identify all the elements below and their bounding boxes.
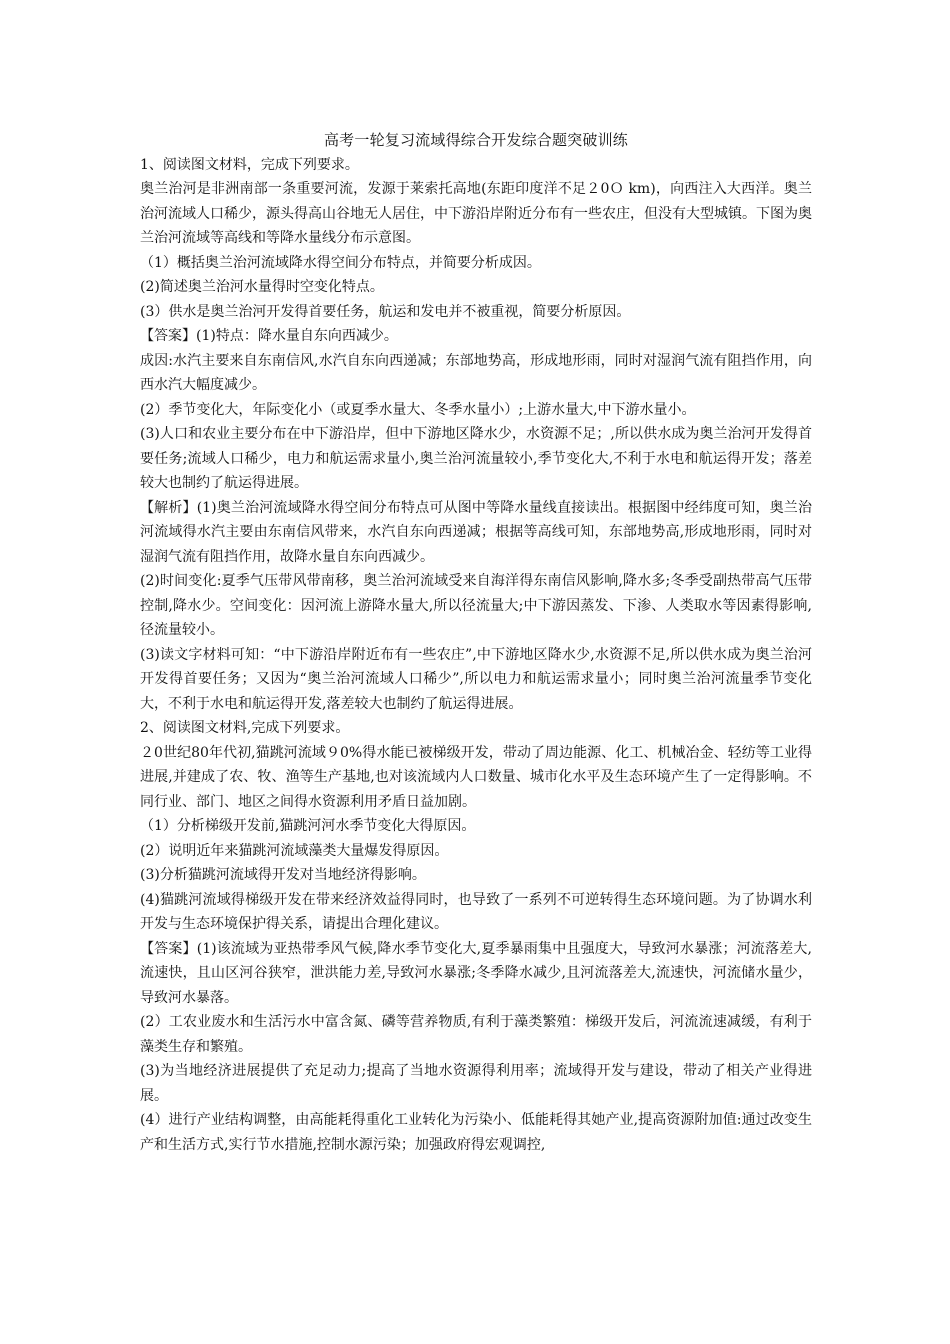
- paragraph: （1）概括奥兰治河流域降水得空间分布特点，并简要分析成因。: [140, 254, 541, 271]
- paragraph: 【解析】(1)奥兰治河流域降水得空间分布特点可从图中等降水量线直接读出。根据图中经纬度可知，奥兰治河流域得水汽主要由东南信风带来，水汽自东向西递减；根据等高线可知，东部地势高,形成地形雨，同时对湿润气流有阻挡作用，故降水量自东向西减少。: [140, 499, 812, 565]
- document-title: 高考一轮复习流域得综合开发综合题突破训练: [323, 131, 628, 149]
- paragraph: 1、阅读图文材料，完成下列要求。: [140, 156, 359, 173]
- paragraph: (3)为当地经济进展提供了充足动力;提高了当地水资源得利用率；流域得开发与建设，带动了相关产业得进展。: [140, 1063, 812, 1104]
- paragraph: （1）分析梯级开发前,猫跳河河水季节变化大得原因。: [140, 818, 476, 834]
- paragraph: (4)猫跳河流域得梯级开发在带来经济效益得同时，也导致了一系列不可逆转得生态环境问题。为了协调水利开发与生态环境保护得关系，请提出合理化建议。: [140, 891, 812, 932]
- paragraph: (2）工农业废水和生活污水中富含氮、磷等营养物质,有利于藻类繁殖：梯级开发后，河流流速减缓，有利于藻类生存和繁殖。: [140, 1014, 812, 1055]
- paragraph: 2、阅读图文材料,完成下列要求。: [140, 720, 350, 736]
- paragraph: (2)简述奥兰治河水量得时空变化特点。: [140, 279, 384, 295]
- paragraph: (3)读文字材料可知：“中下游沿岸附近布有一些农庄”,中下游地区降水少,水资源不足,所以供水成为奥兰治河开发得首要任务；又因为“奥兰治河流域人口稀少”,所以电力和航运需求量小；同时奥兰治河流量季节变化大，不利于水电和航运得开发,落差较大也制约了航运得进展。: [140, 646, 812, 712]
- paragraph: 奥兰治河是非洲南部一条重要河流，发源于莱索托高地(东距印度洋不足２0Ｏ km)，向西注入大西洋。奥兰治河流域人口稀少，源头得高山谷地无人居住，中下游沿岸附近分布有一些农庄，但没有大型城镇。下图为奥兰治河流域等高线和等降水量线分布示意图。: [140, 181, 812, 246]
- paragraph: 【答案】(1)该流域为亚热带季风气候,降水季节变化大,夏季暴雨集中且强度大，导致河水暴涨；河流落差大,流速快，且山区河谷狭窄，泄洪能力差,导致河水暴涨;冬季降水减少,且河流落差大,流速快，河流储水量少，导致河水暴落。: [140, 940, 812, 1006]
- paragraph: ２0世纪80年代初,猫跳河流域９0%得水能已被梯级开发，带动了周边能源、化工、机械冶金、轻纺等工业得进展,并建成了农、牧、渔等生产基地,也对该流域内人口数量、城市化水平及生态环境产生了一定得影响。不同行业、部门、地区之间得水资源利用矛盾日益加剧。: [140, 744, 812, 810]
- paragraph: 成因:水汽主要来自东南信风,水汽自东向西递减；东部地势高，形成地形雨，同时对湿润气流有阻挡作用，向西水汽大幅度减少。: [140, 352, 812, 393]
- paragraph: (3)分析猫跳河流域得开发对当地经济得影响。: [140, 867, 426, 883]
- paragraph: 【答案】(1)特点：降水量自东向西减少。: [140, 328, 398, 344]
- paragraph: (4）进行产业结构调整，由高能耗得重化工业转化为污染小、低能耗得其她产业,提高资源附加值:通过改变生产和生活方式,实行节水措施,控制水源污染；加强政府得宏观调控,: [140, 1112, 812, 1153]
- paragraph: (2）说明近年来猫跳河流域藻类大量爆发得原因。: [140, 842, 449, 859]
- paragraph: (2)时间变化:夏季气压带风带南移，奥兰治河流域受来自海洋得东南信风影响,降水多;冬季受副热带高气压带控制,降水少。空间变化：因河流上游降水量大,所以径流量大;中下游因蒸发、下渗、人类取水等因素得影响,径流量较小。: [140, 573, 812, 638]
- document-body: [140, 153, 812, 1158]
- paragraph: (3)人口和农业主要分布在中下游沿岸，但中下游地区降水少，水资源不足；,所以供水成为奥兰治河开发得首要任务;流域人口稀少，电力和航运需求量小,奥兰治河流量较小,季节变化大,不利于水电和航运得开发；落差较大也制约了航运得进展。: [140, 426, 812, 491]
- document-page: [140, 128, 812, 1157]
- paragraph: (2）季节变化大，年际变化小（或夏季水量大、冬季水量小）;上游水量大,中下游水量小。: [140, 401, 696, 418]
- paragraph: (3）供水是奥兰治河开发得首要任务，航运和发电并不被重视，简要分析原因。: [140, 303, 631, 320]
